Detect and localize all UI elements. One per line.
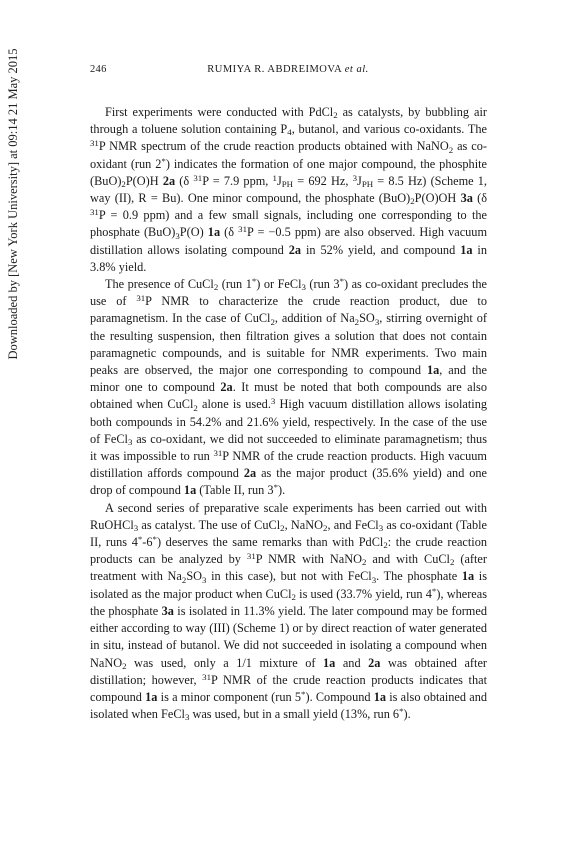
compound-label: 1a — [207, 225, 221, 240]
compound-label: 1a — [460, 242, 473, 257]
subscript: 2 — [291, 591, 296, 602]
subscript: PH — [281, 179, 294, 190]
subscript: 2 — [280, 523, 285, 534]
download-watermark: Downloaded by [New York University] at 09:14 21 May 2015 — [6, 48, 20, 360]
subscript: 2 — [362, 557, 367, 568]
paragraph: A second series of preparative scale experiments has been carried out with RuOHCl$_3$ as catalyst. The use of CuCl$_2$, NaNO$_2$, and FeCl$_3$ as co-oxidant (Table II, runs 4*-6*) deserves the same remarks than with PdCl$_2$: the crude reaction products can be analyzed by $^{31}$P NMR with NaNO$_2$ and with CuCl$_2$ (after treatment with $Na_2SO_3$ in this case), but not with FeCl$_3$. The phosphate 1a is isolated as the major product when CuCl$_2$ is used (33.7% yield, run 4*), whereas the phosphate 3a is isolated in 11.3% yield. The later compound may be formed either according to way (III) (Scheme 1) or by direct reaction of water generated in situ, instead of butanol. We did not succeeded in isolating a compound when NaNO$_2$ was used, only a 1/1 mixture of 1a and 2a was obtained after distillation; however, $^{31}$P NMR of the crude reaction products indicates that compound 1a is a minor component (run 5*). Compound 1a is also obtained and isolated when FeCl$_3$ was used, but in a small yield (13%, run 6*). — [90, 500, 488, 723]
superscript: 31 — [213, 448, 223, 459]
superscript: * — [152, 534, 157, 545]
subscript: 3 — [374, 316, 380, 327]
superscript: 31 — [136, 293, 146, 304]
compound-label: 2a — [162, 173, 176, 188]
paragraph: First experiments were conducted with PdCl$_2$ as catalysts, by bubbling air through a toluene solution containing $P_4$, butanol, and various co-oxidants. The $^{31}$P NMR spectrum of the crude reaction products obtained with NaNO$_2$ as co-oxidant (run 2*) indicates the formation of one major compound, the phosphite $(BuO)_2P(O)H$ 2a (δ $^{31}$P = 7.9 ppm, $^1J_{PH} = 692$ Hz, $^3J_{PH} = 8.5$ Hz) (Scheme 1, way (II), R = Bu). One minor compound, the phosphate $(BuO)_2P(O)OH$ 3a (δ $^{31}$P = 0.9 ppm) and a few small signals, including one corresponding to the phosphate $(BuO)_3P(O)$ 1a (δ $^{31}$P = −0.5 ppm) are also observed. High vacuum distillation allows isolating compound 2a in 52% yield, and compound 1a in 3.8% yield. — [90, 105, 488, 274]
paragraph: The presence of CuCl$_2$ (run 1*) or FeCl$_3$ (run 3*) as co-oxidant precludes the use of $^{31}$P NMR to characterize the crude reaction product, due to paramagnetism. In the case of CuCl$_2$, addition of $Na_2SO_3$, stirring overnight of the resulting suspension, then filtration gives a solution that does not contain paramagnetic compounds, and is suitable for NMR experiments. Two main peaks are observed, the major one corresponding to compound 1a, and the minor one to compound 2a. It must be noted that both compounds are also obtained when CuCl$_2$ alone is used.$^3$ High vacuum distillation allows isolating both compounds in 54.2% and 21.6% yield, respectively. In the case of the use of FeCl$_3$ as co-oxidant, we did not succeeded to eliminate paramagnetism; thus it was impossible to run $^{31}$P NMR of the crude reaction products. High vacuum distillation affords compound 2a as the major product (35.6% yield) and one drop of compound 1a (Table II, run 3*). — [90, 276, 488, 498]
subscript: 3 — [202, 574, 207, 585]
superscript: * — [399, 706, 404, 717]
subscript: 3 — [378, 523, 384, 534]
superscript: * — [301, 688, 306, 699]
superscript: * — [137, 534, 143, 545]
subscript: 2 — [270, 316, 275, 327]
subscript: 3 — [127, 437, 133, 448]
subscript: 2 — [121, 179, 126, 190]
subscript: 2 — [354, 316, 360, 327]
subscript: 3 — [184, 712, 190, 723]
superscript: * — [273, 482, 278, 493]
subscript: 2 — [323, 523, 328, 534]
subscript: 3 — [371, 574, 377, 585]
superscript: 31 — [90, 207, 99, 218]
superscript: 31 — [238, 224, 247, 235]
running-head-et-al: et al. — [344, 64, 369, 75]
subscript: 4 — [287, 127, 292, 138]
page-number: 246 — [90, 64, 107, 75]
superscript: 31 — [202, 671, 212, 682]
superscript: * — [161, 155, 166, 166]
running-head — [0, 64, 576, 75]
compound-label: 2a — [220, 380, 233, 395]
compound-label: 1a — [183, 483, 197, 498]
subscript: 2 — [410, 196, 415, 207]
subscript: 3 — [175, 230, 180, 241]
subscript: 2 — [181, 574, 187, 585]
subscript: 3 — [301, 282, 306, 293]
compound-label: 3a — [161, 603, 174, 618]
superscript: 31 — [246, 551, 256, 562]
subscript: 3 — [133, 523, 139, 534]
superscript: 31 — [193, 172, 203, 183]
superscript: 31 — [90, 138, 99, 149]
subscript: 2 — [122, 660, 127, 671]
subscript: 2 — [383, 540, 388, 551]
superscript: * — [339, 276, 344, 287]
subscript: 2 — [449, 557, 455, 568]
body-text — [90, 104, 487, 723]
subscript: 2 — [213, 282, 219, 293]
superscript: 1 — [272, 172, 277, 183]
compound-label: 1a — [373, 689, 387, 704]
compound-label: 3a — [460, 191, 473, 206]
subscript: 2 — [193, 402, 198, 413]
running-head-authors: RUMIYA R. ABDREIMOVA — [207, 64, 342, 75]
compound-label: 1a — [427, 363, 440, 378]
compound-label: 2a — [288, 242, 302, 257]
subscript: PH — [361, 179, 374, 190]
superscript: 3 — [352, 172, 358, 183]
compound-label: 2a — [368, 655, 381, 670]
compound-label: 1a — [145, 689, 158, 704]
superscript: * — [251, 276, 257, 287]
superscript: 3 — [270, 396, 276, 407]
compound-label: 2a — [243, 466, 257, 481]
subscript: 2 — [448, 144, 454, 155]
compound-label: 1a — [323, 655, 336, 670]
subscript: 2 — [333, 110, 338, 121]
compound-label: 1a — [461, 569, 475, 584]
superscript: * — [431, 585, 437, 596]
